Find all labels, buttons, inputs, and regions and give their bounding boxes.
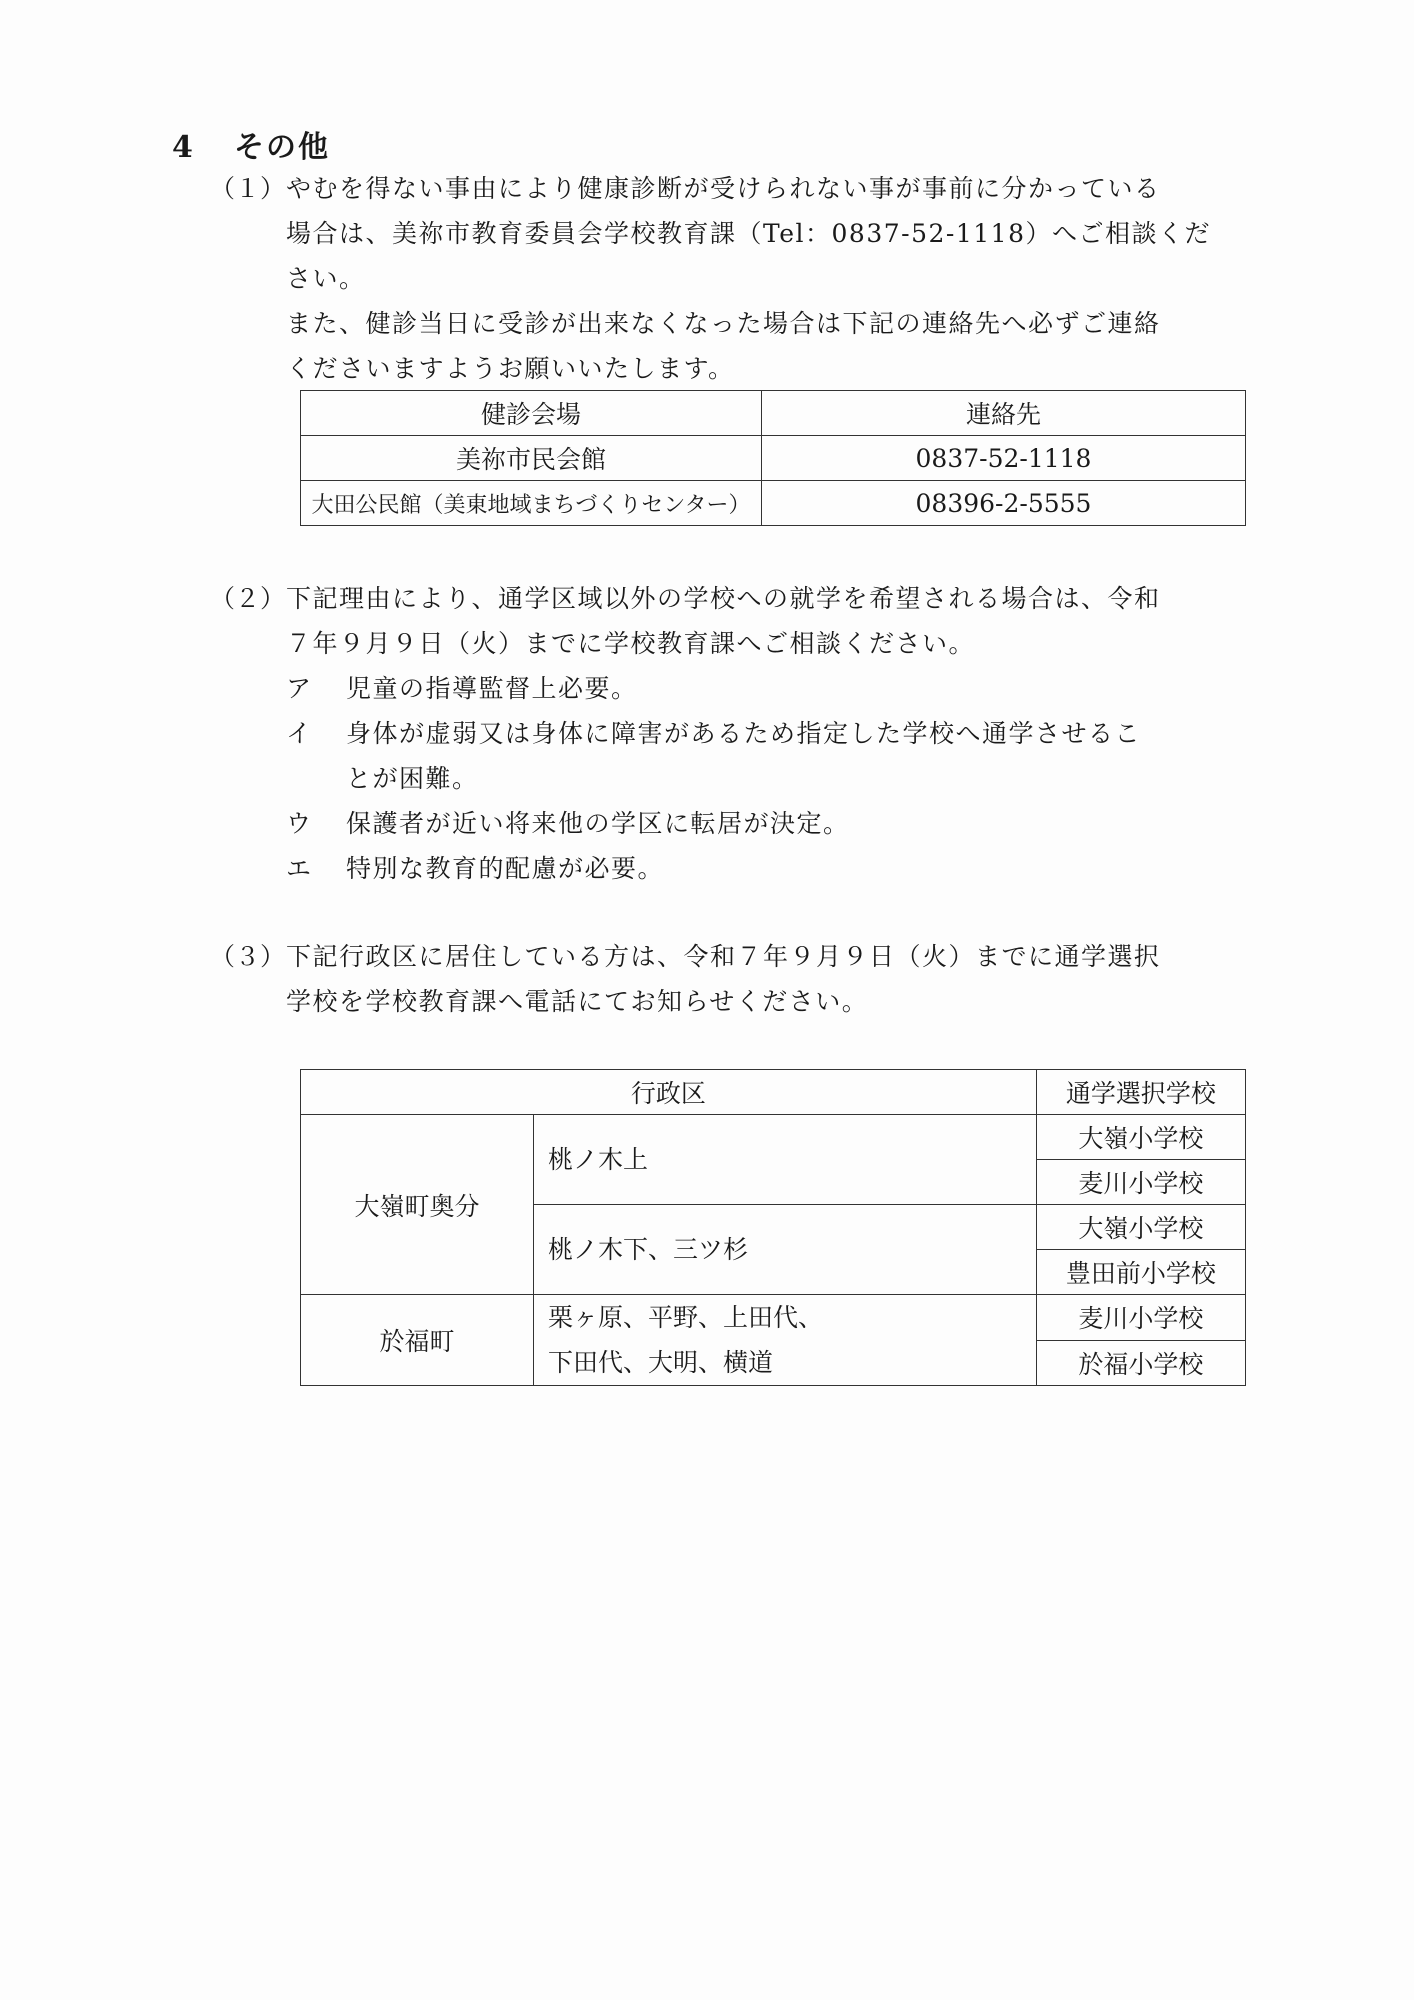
section-3	[210, 934, 1250, 1024]
section-3-text: 下記行政区に居住している方は、令和７年９月９日（火）までに通学選択 学校を学校教育課へ電話にてお知らせください。	[286, 942, 1161, 1016]
town-cell: 於福町	[301, 1295, 534, 1386]
school-cell: 豊田前小学校	[1036, 1250, 1245, 1295]
header-venue: 健診会場	[301, 391, 762, 436]
list-item-text: 保護者が近い将来他の学区に転居が決定。	[346, 809, 850, 838]
list-item	[286, 801, 1250, 846]
list-item-text: 児童の指導監督上必要。	[346, 674, 638, 703]
section-3-label: （３）	[210, 942, 286, 971]
heading-title: その他	[234, 130, 330, 165]
heading-number: 4	[172, 130, 195, 165]
school-cell: 於福小学校	[1036, 1340, 1245, 1386]
list-item	[286, 711, 1250, 801]
table-row	[301, 1115, 1246, 1160]
section-1-text: やむを得ない事由により健康診断が受けられない事が事前に分かっている 場合は、美祢市教育委員会学校教育課（Tel：0837-52-1118）へご相談くだ さい。	[286, 174, 1211, 293]
area-cell: 桃ノ木上	[534, 1115, 1037, 1205]
school-cell: 大嶺小学校	[1036, 1115, 1245, 1160]
section-2-label: （２）	[210, 584, 286, 613]
table-row	[301, 1295, 1246, 1341]
list-item-key: ア	[286, 674, 312, 703]
header-school: 通学選択学校	[1036, 1070, 1245, 1115]
school-cell: 麦川小学校	[1036, 1295, 1245, 1341]
list-item-text: 身体が虚弱又は身体に障害があるため指定した学校へ通学させるこ とが困難。	[346, 719, 1142, 793]
reason-list	[286, 666, 1250, 891]
list-item	[286, 666, 1250, 711]
venue-name: 大田公民館（美東地域まちづくりセンター）	[301, 481, 762, 526]
list-item-text: 特別な教育的配慮が必要。	[346, 854, 665, 883]
header-district: 行政区	[301, 1070, 1037, 1115]
school-cell: 大嶺小学校	[1036, 1205, 1245, 1250]
section-1	[210, 166, 1250, 391]
list-item-key: エ	[286, 854, 312, 883]
list-item-key: イ	[286, 719, 312, 748]
area-cell: 桃ノ木下、三ツ杉	[534, 1205, 1037, 1295]
header-contact: 連絡先	[762, 391, 1246, 436]
table-header-row	[301, 1070, 1246, 1115]
town-cell: 大嶺町奥分	[301, 1115, 534, 1295]
list-item	[286, 846, 1250, 891]
venue-phone: 0837-52-1118	[762, 436, 1246, 481]
venue-contact-table	[300, 390, 1246, 526]
section-2	[210, 576, 1250, 891]
table-row	[301, 481, 1246, 526]
area-cell: 栗ヶ原、平野、上田代、 下田代、大明、横道	[534, 1295, 1037, 1386]
school-cell: 麦川小学校	[1036, 1160, 1245, 1205]
list-item-key: ウ	[286, 809, 312, 838]
section-1-label: （１）	[210, 174, 286, 203]
venue-name: 美祢市民会館	[301, 436, 762, 481]
school-choice-table	[300, 1069, 1246, 1386]
section-heading	[172, 122, 330, 166]
section-1-text-2: また、健診当日に受診が出来なくなった場合は下記の連絡先へ必ずご連絡 くださいますようお願いいたします。	[286, 309, 1161, 383]
venue-phone: 08396-2-5555	[762, 481, 1246, 526]
table-header-row	[301, 391, 1246, 436]
table-row	[301, 436, 1246, 481]
section-2-text: 下記理由により、通学区域以外の学校への就学を希望される場合は、令和 ７年９月９日（火）までに学校教育課へご相談ください。	[286, 584, 1161, 658]
